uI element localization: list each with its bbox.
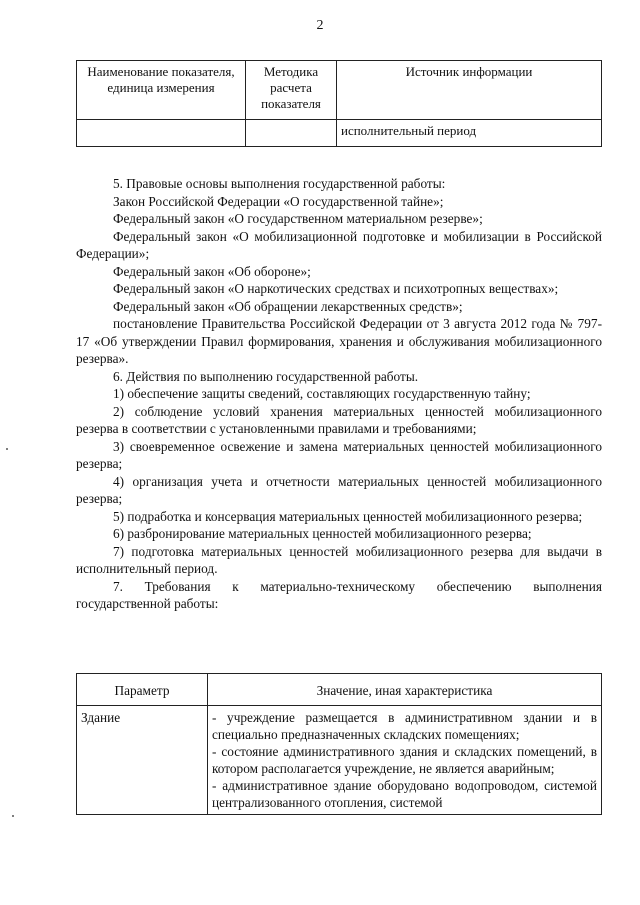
legal-act-item: Закон Российской Федерации «О государственной тайне»; — [113, 193, 444, 209]
action-item: 2) соблюдение условий хранения материальных ценностей мобилизационного резерва в соответствии с установленными правилами и требованиями; — [76, 403, 602, 436]
header-parameter: Параметр — [77, 674, 208, 706]
table-row — [77, 120, 602, 147]
legal-act-item: постановление Правительства Российской Федерации от 3 августа 2012 года № 797-17 «Об утверждении Правил формирования, хранения и обслуживания мобилизационного резерва». — [76, 316, 602, 366]
action-item: 1) обеспечение защиты сведений, составляющих государственную тайну; — [113, 386, 531, 401]
action-item: 6) разбронирование материальных ценностей мобилизационного резерва; — [113, 526, 532, 541]
requirements-table — [76, 673, 602, 815]
legal-act-item: Федеральный закон «Об обороне»; — [113, 263, 311, 279]
table-header-row — [77, 674, 602, 706]
requirement-item: - учреждение размещается в административном здании и в специально предназначенных складских помещениях; — [212, 710, 597, 742]
table-cell — [246, 120, 337, 147]
legal-act-item: Федеральный закон «О мобилизационной подготовке и мобилизации в Российской Федерации»; — [76, 228, 602, 261]
legal-act-item: Федеральный закон «О государственном материальном резерве»; — [113, 211, 483, 226]
table-cell-source: исполнительный период — [337, 120, 602, 147]
header-indicator-name: Наименование показателя, единица измерения — [77, 61, 246, 120]
requirement-item: - состояние административного здания и складских помещений, в котором располагается учреждение, не является аварийным; — [212, 744, 597, 776]
document-body — [76, 175, 602, 613]
action-item: 7) подготовка материальных ценностей мобилизационного резерва для выдачи в исполнительный период. — [76, 543, 602, 576]
action-item: 5) подработка и консервация материальных ценностей мобилизационного резерва; — [113, 508, 583, 524]
section-heading-actions: 6. Действия по выполнению государственной работы. — [113, 368, 419, 384]
requirement-item: - административное здание оборудовано водопроводом, системой централизованного отопления, системой — [212, 778, 597, 810]
action-item: 3) своевременное освежение и замена материальных ценностей мобилизационного резерва; — [76, 438, 602, 471]
header-value: Значение, иная характеристика — [208, 674, 602, 706]
section-heading-requirements: 7. Требования к материально-техническому обеспечению выполнения государственной работы: — [76, 578, 602, 611]
indicator-table — [76, 60, 602, 147]
table-row — [77, 706, 602, 815]
scan-artifact — [12, 815, 14, 817]
scan-artifact — [6, 448, 8, 450]
header-calculation-method: Методика расчета показателя — [246, 61, 337, 120]
table-cell — [77, 120, 246, 147]
legal-act-item: Федеральный закон «О наркотических средствах и психотропных веществах»; — [113, 281, 559, 296]
action-item: 4) организация учета и отчетности материальных ценностей мобилизационного резерва; — [76, 473, 602, 506]
parameter-building-description — [208, 706, 602, 815]
parameter-building: Здание — [77, 706, 208, 815]
page-number: 2 — [316, 18, 324, 33]
header-information-source: Источник информации — [337, 61, 602, 120]
legal-act-item: Федеральный закон «Об обращении лекарственных средств»; — [113, 298, 463, 314]
section-heading-legal-basis: 5. Правовые основы выполнения государственной работы: — [113, 176, 446, 191]
table-header-row — [77, 61, 602, 120]
